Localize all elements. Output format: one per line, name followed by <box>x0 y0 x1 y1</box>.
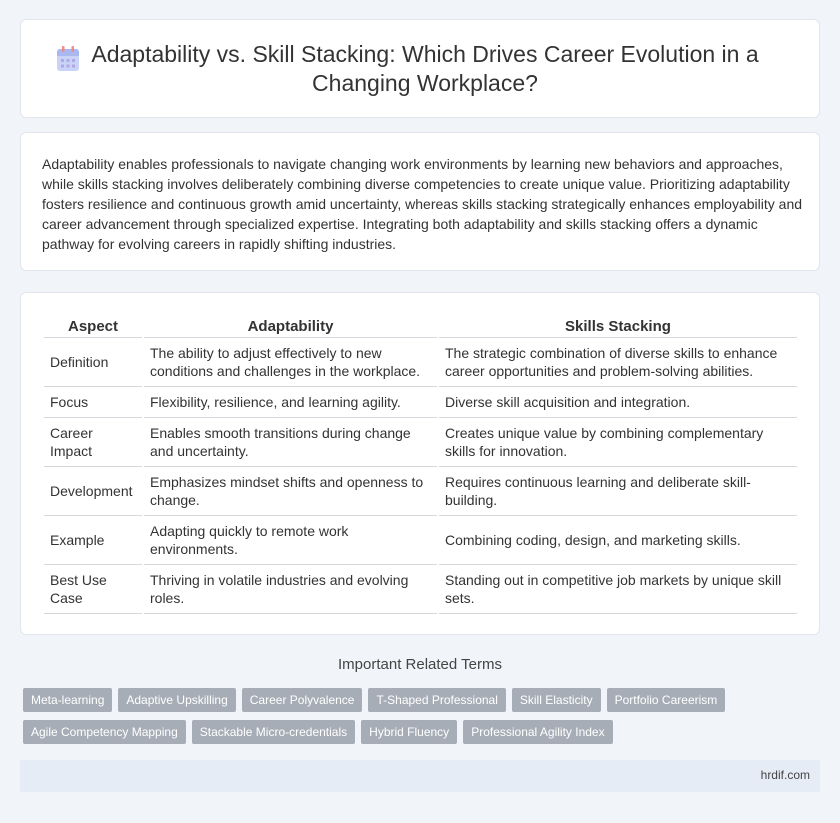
footer-site-link[interactable]: hrdif.com <box>760 768 810 782</box>
table-row <box>44 418 797 467</box>
table-row <box>44 516 797 565</box>
cell-skills-stacking: Standing out in competitive job markets by unique skill sets. <box>439 565 797 614</box>
cell-skills-stacking: Combining coding, design, and marketing skills. <box>439 516 797 565</box>
cell-aspect: Best Use Case <box>44 565 142 614</box>
comparison-table <box>42 315 799 614</box>
related-term-tag[interactable]: Hybrid Fluency <box>361 720 457 744</box>
related-term-tag[interactable]: Professional Agility Index <box>463 720 612 744</box>
page-title: Adaptability vs. Skill Stacking: Which Drives Career Evolution in a Changing Workplace? <box>91 40 759 96</box>
cell-aspect: Example <box>44 516 142 565</box>
comparison-card <box>20 292 820 635</box>
related-terms-heading: Important Related Terms <box>338 656 502 673</box>
related-term-tag[interactable]: Career Polyvalence <box>242 688 363 712</box>
cell-aspect: Focus <box>44 387 142 418</box>
cell-skills-stacking: Requires continuous learning and deliberate skill-building. <box>439 467 797 516</box>
table-row <box>44 338 797 387</box>
cell-aspect: Career Impact <box>44 418 142 467</box>
related-terms-list <box>23 688 823 744</box>
related-term-tag[interactable]: Agile Competency Mapping <box>23 720 186 744</box>
cell-adaptability: Flexibility, resilience, and learning agility. <box>144 387 437 418</box>
cell-adaptability: Thriving in volatile industries and evolving roles. <box>144 565 437 614</box>
table-row <box>44 387 797 418</box>
table-header-row <box>44 315 797 338</box>
summary-text: Adaptability enables professionals to navigate changing work environments by learning new behaviors and approaches, while skills stacking involves deliberately combining diverse competencies to create unique value. Prioritizing adaptability fosters resilience and continuous growth amid uncertainty, whereas skills stacking strategically enhances employability and career advancement through specialized expertise. Integrating both adaptability and skills stacking offers a dynamic pathway for evolving careers in rapidly shifting industries. <box>42 156 803 252</box>
related-term-tag[interactable]: Skill Elasticity <box>512 688 601 712</box>
table-row <box>44 565 797 614</box>
related-term-tag[interactable]: Adaptive Upskilling <box>118 688 235 712</box>
summary-card <box>20 132 820 271</box>
related-term-tag[interactable]: T-Shaped Professional <box>368 688 505 712</box>
cell-adaptability: Emphasizes mindset shifts and openness to change. <box>144 467 437 516</box>
related-term-tag[interactable]: Stackable Micro-credentials <box>192 720 355 744</box>
cell-adaptability: Adapting quickly to remote work environments. <box>144 516 437 565</box>
cell-skills-stacking: Diverse skill acquisition and integration. <box>439 387 797 418</box>
table-row <box>44 467 797 516</box>
header-skills-stacking: Skills Stacking <box>439 315 797 338</box>
header-aspect: Aspect <box>44 315 142 338</box>
cell-skills-stacking: The strategic combination of diverse skills to enhance career opportunities and problem-solving abilities. <box>439 338 797 387</box>
cell-aspect: Definition <box>44 338 142 387</box>
cell-adaptability: The ability to adjust effectively to new conditions and challenges in the workplace. <box>144 338 437 387</box>
cell-skills-stacking: Creates unique value by combining complementary skills for innovation. <box>439 418 797 467</box>
cell-aspect: Development <box>44 467 142 516</box>
header-card <box>20 19 820 118</box>
related-term-tag[interactable]: Portfolio Careerism <box>607 688 726 712</box>
header-adaptability: Adaptability <box>144 315 437 338</box>
footer <box>20 760 820 792</box>
related-term-tag[interactable]: Meta-learning <box>23 688 112 712</box>
cell-adaptability: Enables smooth transitions during change and uncertainty. <box>144 418 437 467</box>
